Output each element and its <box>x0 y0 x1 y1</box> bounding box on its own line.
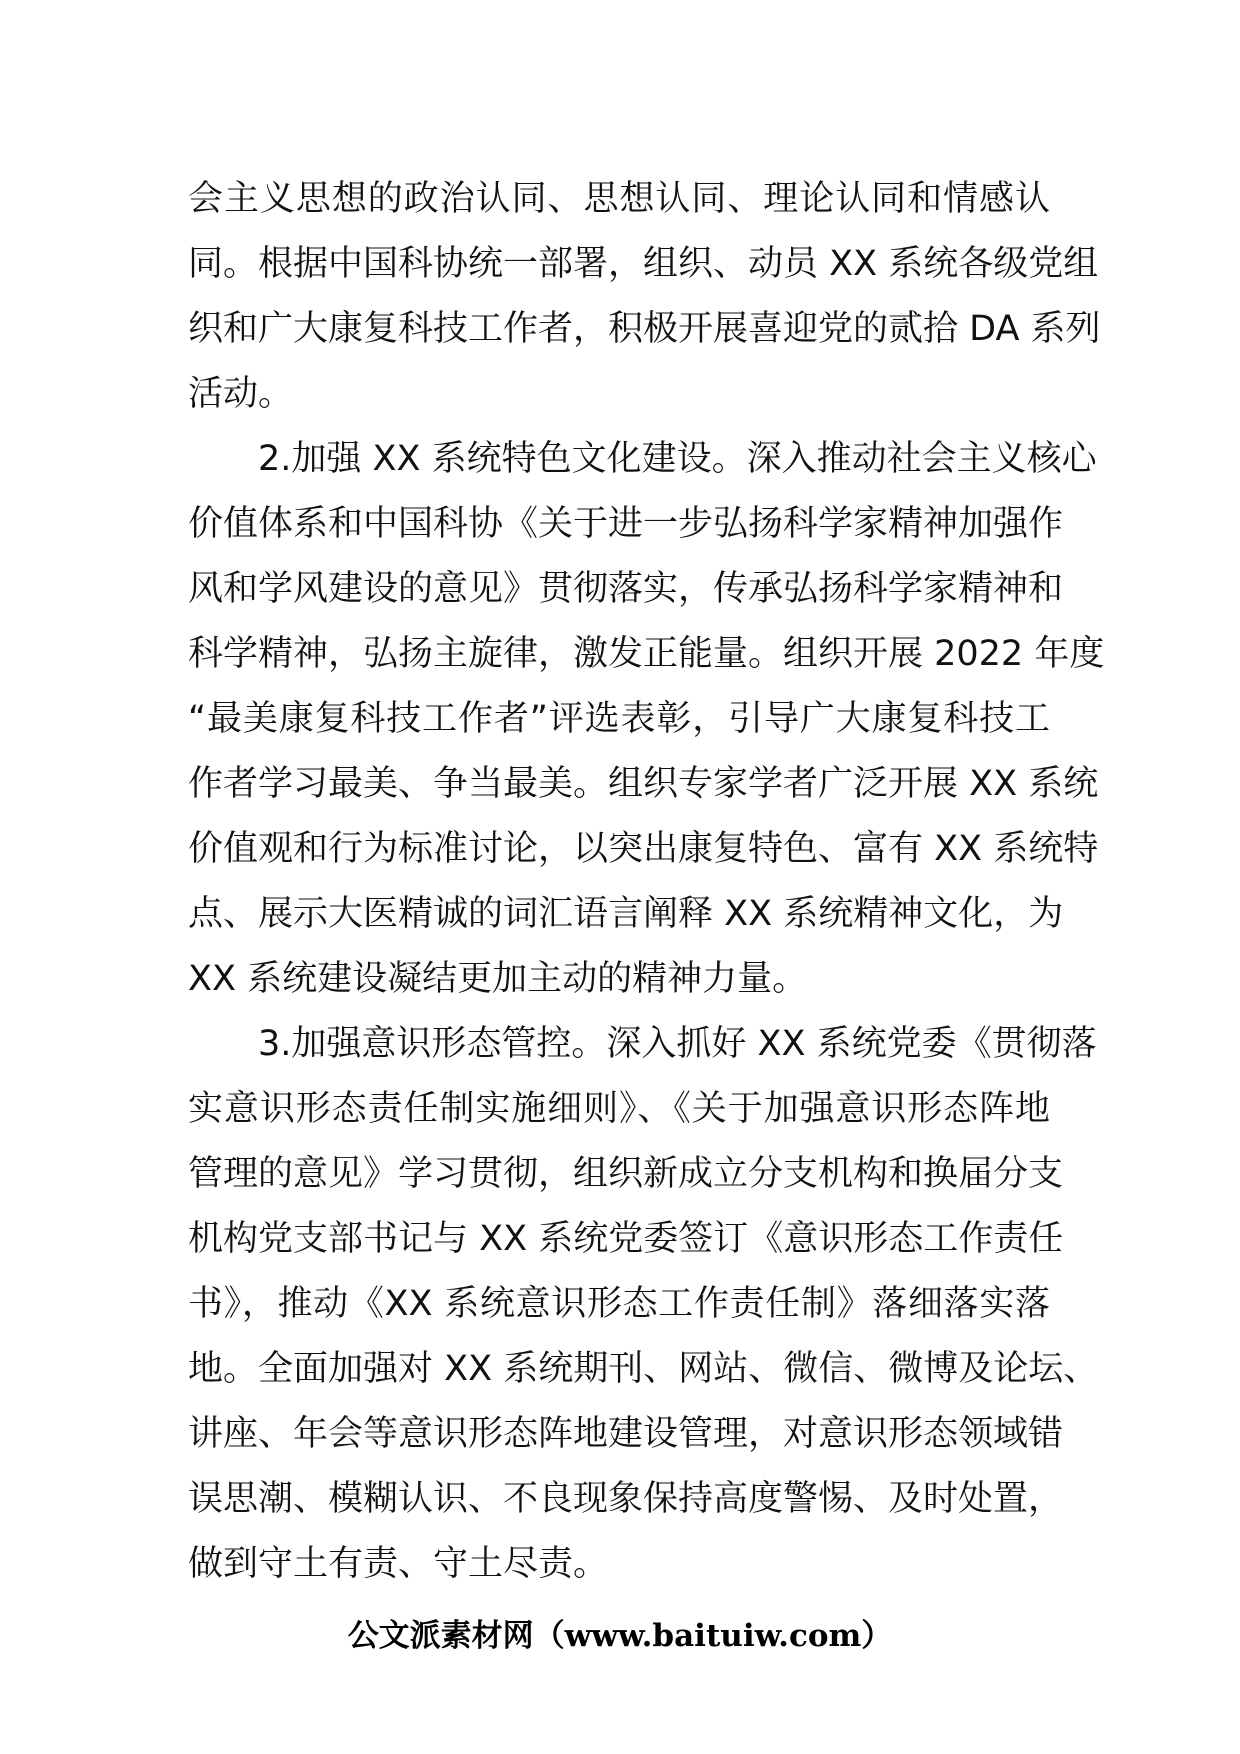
text-line: XX 系统建设凝结更加主动的精神力量。 <box>188 959 808 999</box>
text-line: 活动。 <box>188 374 294 414</box>
text-line: 误思潮、模糊认识、不良现象保持高度警惕、及时处置， <box>188 1479 1064 1519</box>
document-body <box>188 167 1105 1597</box>
text-line: 管理的意见》学习贯彻，组织新成立分支机构和换届分支 <box>188 1154 1064 1194</box>
text-line: 会主义思想的政治认同、思想认同、理论认同和情感认 <box>188 179 1050 219</box>
text-line: 织和广大康复科技工作者，积极开展喜迎党的贰拾 DA 系列 <box>188 309 1101 349</box>
text-line: 2.加强 XX 系统特色文化建设。深入推动社会主义核心 <box>258 439 1097 479</box>
text-line: 做到守土有责、守土尽责。 <box>188 1544 609 1584</box>
text-line: 讲座、年会等意识形态阵地建设管理，对意识形态领域错 <box>188 1414 1064 1454</box>
text-line: 科学精神，弘扬主旋律，激发正能量。组织开展 2022 年度 <box>188 634 1105 674</box>
footer-watermark: 公文派素材网（www.baituiw.com） <box>347 1618 893 1654</box>
text-line: 点、展示大医精诚的词汇语言阐释 XX 系统精神文化，为 <box>188 894 1064 934</box>
text-line: 3.加强意识形态管控。深入抓好 XX 系统党委《贯彻落 <box>258 1024 1097 1064</box>
text-line: 机构党支部书记与 XX 系统党委签订《意识形态工作责任 <box>188 1219 1064 1259</box>
text-line: 风和学风建设的意见》贯彻落实，传承弘扬科学家精神和 <box>188 569 1064 609</box>
text-line: 地。全面加强对 XX 系统期刊、网站、微信、微博及论坛、 <box>188 1349 1099 1389</box>
text-line: 实意识形态责任制实施细则》、《关于加强意识形态阵地 <box>188 1089 1050 1129</box>
text-line: 书》，推动《XX 系统意识形态工作责任制》落细落实落 <box>188 1284 1050 1324</box>
text-line: 同。根据中国科协统一部署，组织、动员 XX 系统各级党组 <box>188 244 1099 284</box>
text-line: 作者学习最美、争当最美。组织专家学者广泛开展 XX 系统 <box>188 764 1099 804</box>
text-line: 价值体系和中国科协《关于进一步弘扬科学家精神加强作 <box>188 504 1064 544</box>
text-line: “最美康复科技工作者”评选表彰，引导广大康复科技工 <box>188 699 1050 739</box>
text-line: 价值观和行为标准讨论，以突出康复特色、富有 XX 系统特 <box>188 829 1099 869</box>
